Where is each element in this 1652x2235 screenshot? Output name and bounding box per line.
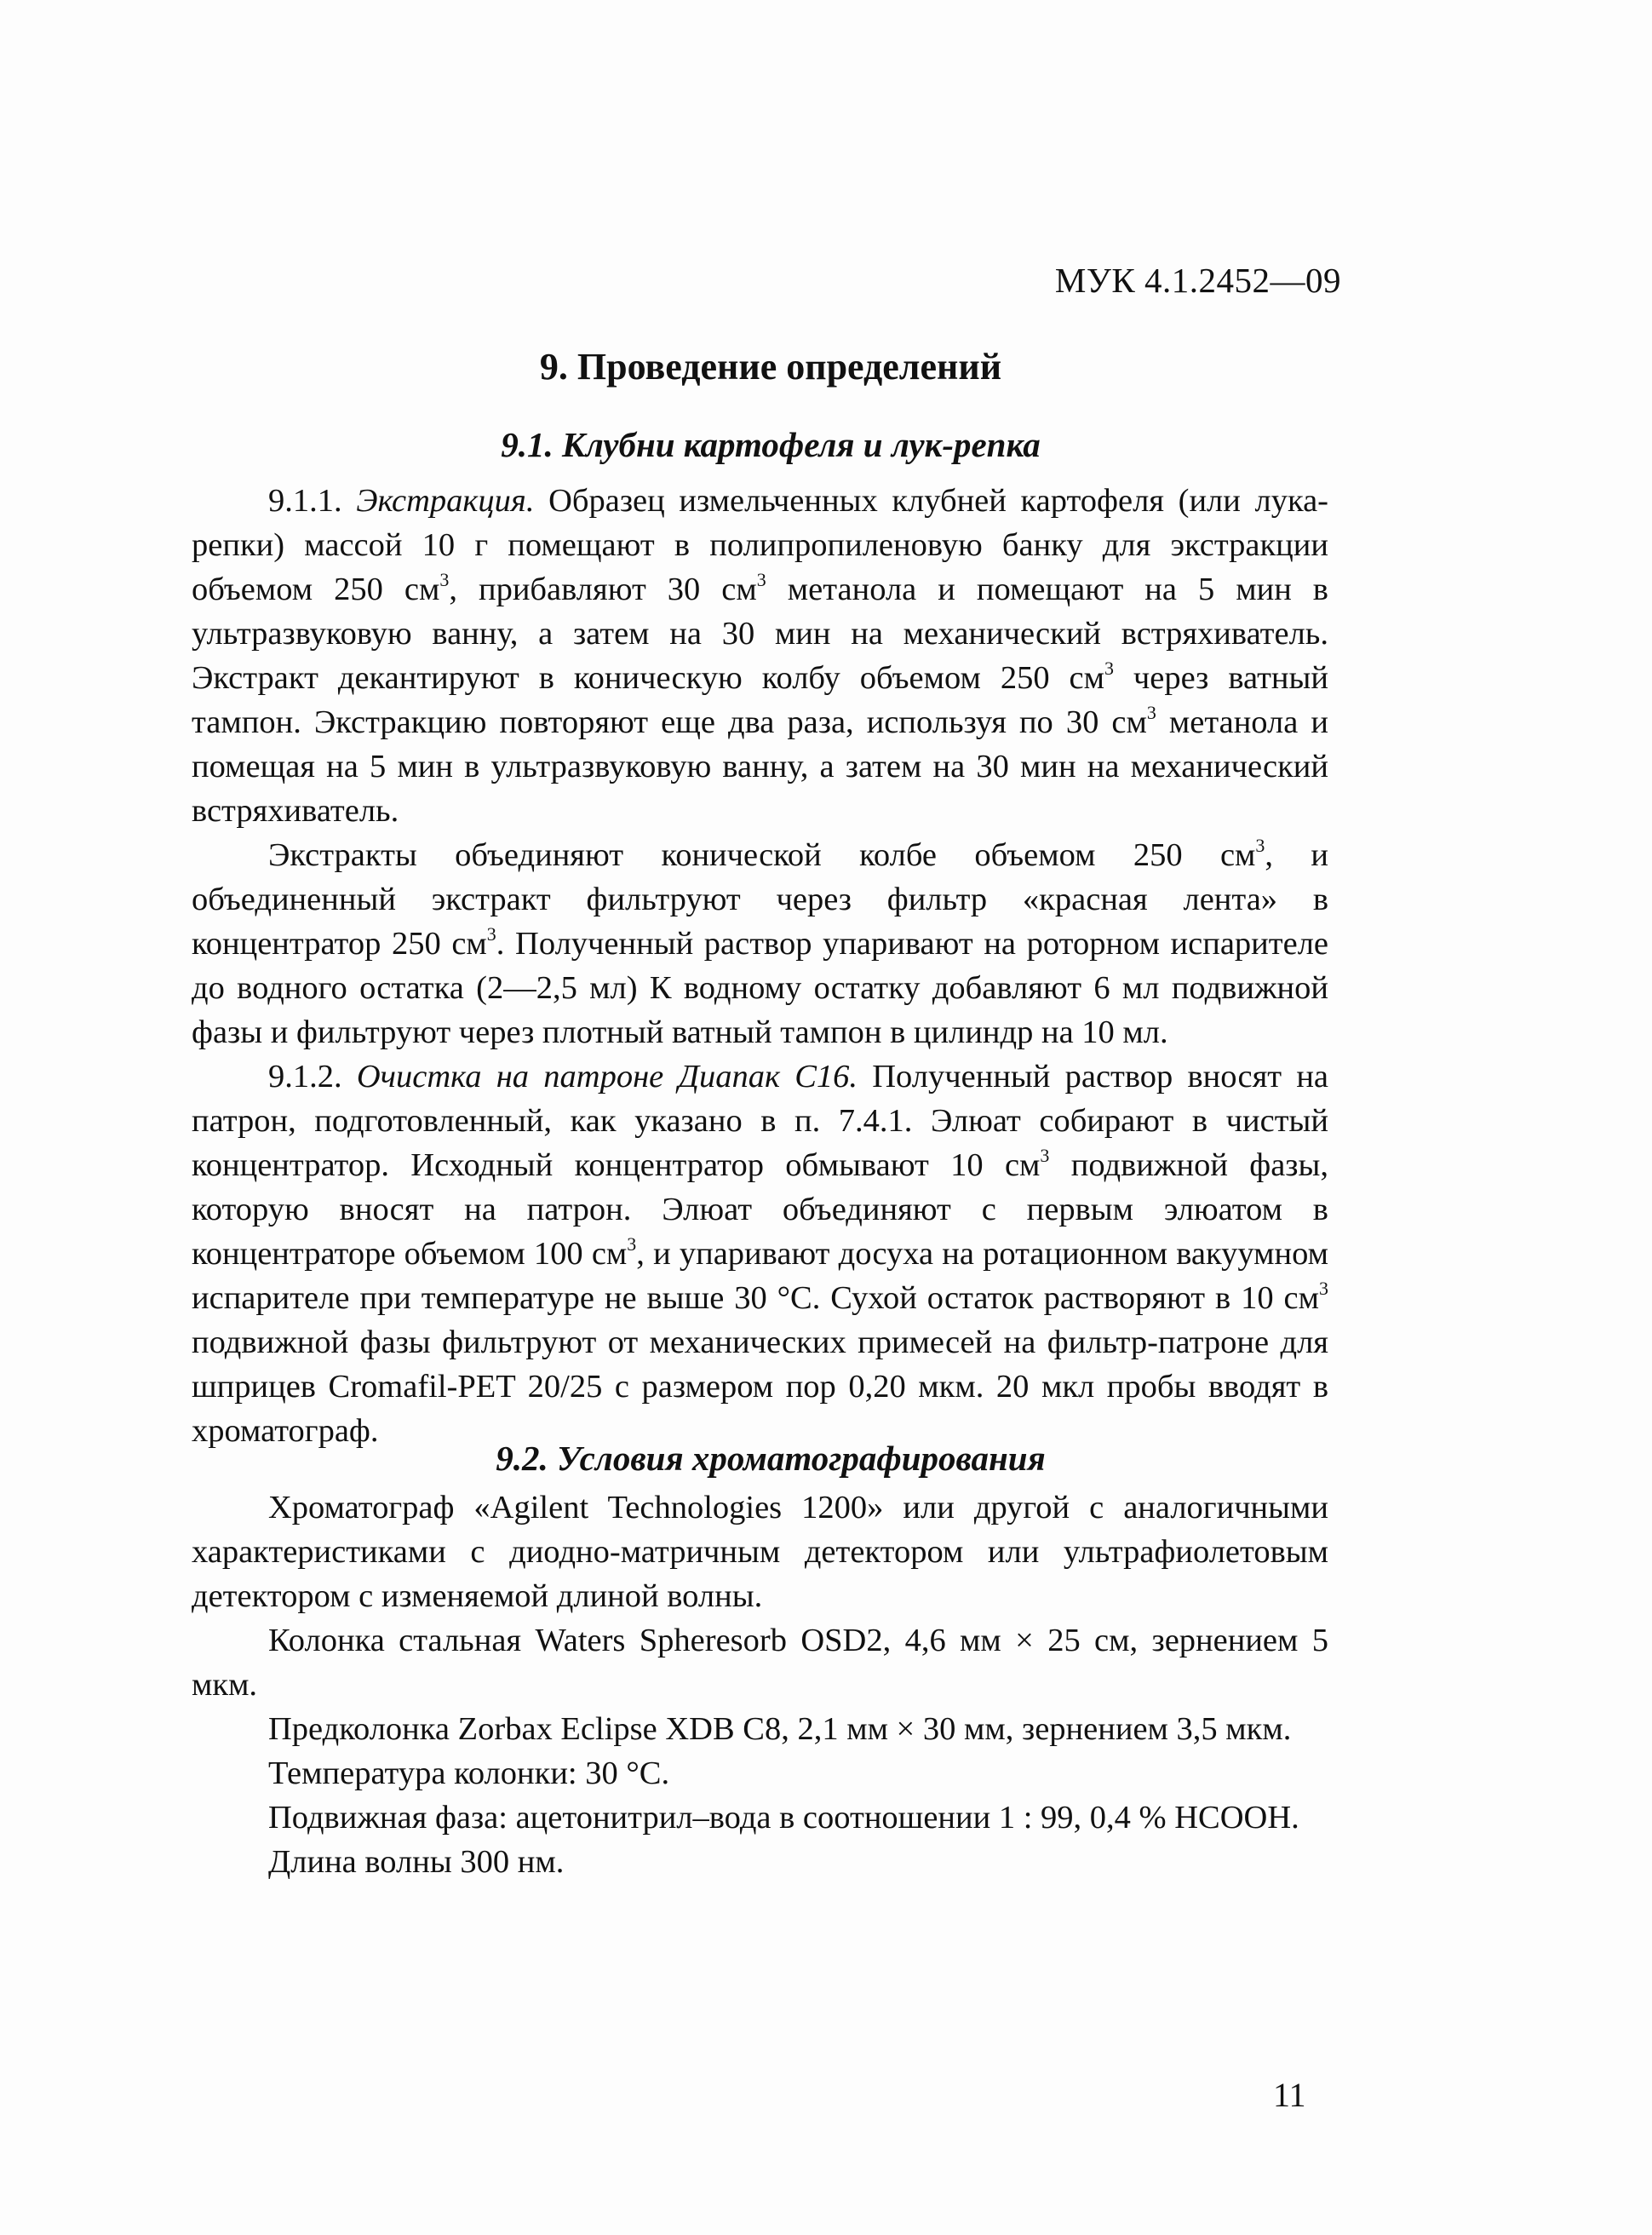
section-title: 9. Проведение определений xyxy=(539,346,1002,388)
paragraph-combining-extracts xyxy=(192,833,1328,1054)
superscript: 3 xyxy=(439,569,450,590)
superscript: 3 xyxy=(1104,658,1114,679)
paragraph-text: Экстракты объединяют конической колбе объемом 250 см xyxy=(268,837,1256,873)
paragraph-precolumn: Предколонка Zorbax Eclipse XDB C8, 2,1 мм × 30 мм, зернением 3,5 мкм. xyxy=(268,1711,1292,1747)
paragraph-extraction xyxy=(192,479,1328,833)
document-code: МУК 4.1.2452—09 xyxy=(1054,261,1341,300)
paragraph-text: подвижной фазы, которую вносят на патрон. Элюат объединяют с первым элюатом в концентраторе объемом 100 см xyxy=(192,1147,1328,1272)
paragraph-text: Полученный раствор вносят на патрон, подготовленный, как указано в п. 7.4.1. Элюат собирают в чистый концентратор. Исходный концентратор обмывают 10 см xyxy=(192,1059,1329,1183)
subsection-body-potato-onion xyxy=(192,479,1328,1453)
paragraph-chromatograph: Хроматограф «Agilent Technologies 1200» или другой с аналогичными характеристиками с диодно-матричным детектором или ультрафиолетовым детектором с изменяемой длиной волны. xyxy=(192,1490,1328,1614)
paragraph-text: . Полученный раствор упаривают на роторном испарителе до водного остатка (2—2,5 мл) К водному остатку добавляют 6 мл подвижной фазы и фильтруют через плотный ватный тампон в цилиндр на 10 мл. xyxy=(192,926,1328,1050)
paragraph-column-temperature: Температура колонки: 30 °С. xyxy=(268,1755,670,1791)
paragraph-text: метанола и помещают на 5 мин в ультразвуковую ванну, а затем на 30 мин на механический встряхиватель. Экстракт декантируют в коническую колбу объемом 250 см xyxy=(192,572,1328,696)
subsection-title-potato-onion: 9.1. Клубни картофеля и лук-репка xyxy=(501,425,1041,464)
subsection-body-chromatography xyxy=(192,1485,1328,1884)
paragraph-text: , прибавляют 30 см xyxy=(449,572,757,607)
clause-heading: Экстракция. xyxy=(356,483,535,519)
superscript: 3 xyxy=(756,569,766,590)
paragraph-text: Образец измельченных клубней картофеля (или лука-репки) массой 10 г помещают в полипропиленовую банку для экстракции объемом 250 см xyxy=(192,483,1328,607)
paragraph-text: , и объединенный экстракт фильтруют через фильтр «красная лента» в концентратор 250 см xyxy=(192,837,1328,962)
superscript: 3 xyxy=(1255,835,1265,856)
paragraph-mobile-phase: Подвижная фаза: ацетонитрил–вода в соотношении 1 : 99, 0,4 % HCOOH. xyxy=(268,1800,1299,1836)
paragraph-column: Колонка стальная Waters Spheresorb OSD2, 4,6 мм × 25 см, зернением 5 мкм. xyxy=(192,1623,1328,1703)
clause-number: 9.1.2. xyxy=(268,1059,342,1095)
clause-number: 9.1.1. xyxy=(268,483,342,519)
subsection-title-chromatography: 9.2. Условия хроматографирования xyxy=(496,1439,1046,1478)
paragraph-text: через ватный тампон. Экстракцию повторяют еще два раза, используя по 30 см xyxy=(192,660,1328,740)
paragraph-text: подвижной фазы фильтруют от механических примесей на фильтр-патроне для шприцев Cromafil-PET 20/25 с размером пор 0,20 мкм. 20 мкл пробы вводят в хроматограф. xyxy=(192,1324,1328,1449)
paragraph-text: метанола и помещая на 5 мин в ультразвуковую ванну, а затем на 30 мин на механический встряхиватель. xyxy=(192,704,1328,829)
paragraph-text: , и упаривают досуха на ротационном вакуумном испарителе при температуре не выше 30 °С. Сухой остаток растворяют в 10 см xyxy=(192,1236,1328,1316)
superscript: 3 xyxy=(486,923,496,945)
paragraph-wavelength: Длина волны 300 нм. xyxy=(268,1844,565,1880)
superscript: 3 xyxy=(627,1233,637,1255)
page-number: 11 xyxy=(1273,2076,1306,2114)
paragraph-cartridge-cleanup xyxy=(192,1054,1328,1453)
superscript: 3 xyxy=(1146,702,1156,723)
superscript: 3 xyxy=(1040,1145,1050,1166)
superscript: 3 xyxy=(1319,1278,1328,1299)
clause-heading: Очистка на патроне Диапак С16. xyxy=(356,1059,858,1095)
